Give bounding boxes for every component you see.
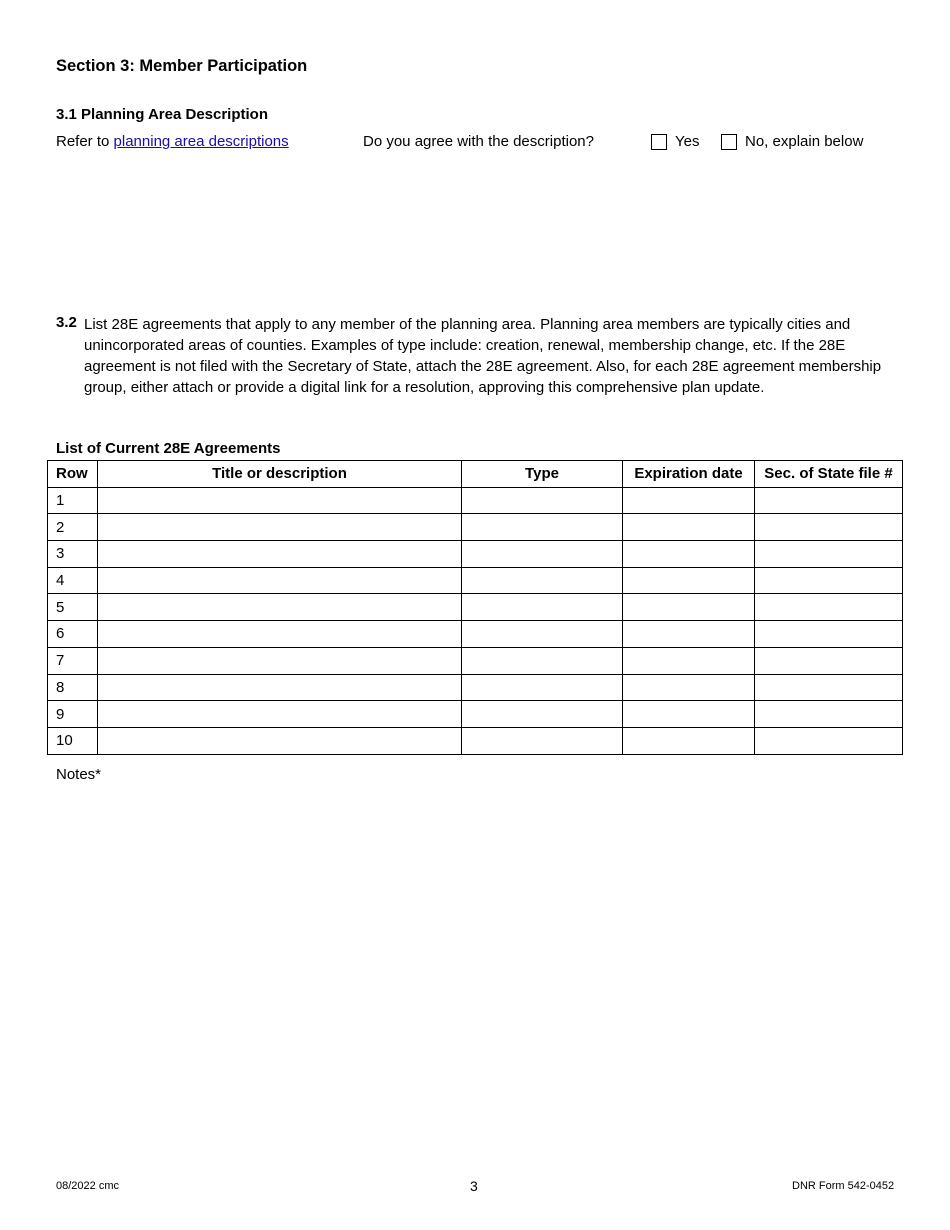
file-number-cell[interactable] [755, 674, 903, 701]
title-cell[interactable] [98, 567, 462, 594]
type-cell[interactable] [462, 594, 623, 621]
header-file-number: Sec. of State file # [755, 461, 903, 488]
type-cell[interactable] [462, 647, 623, 674]
notes-label: Notes* [56, 766, 102, 783]
table-row [48, 487, 903, 514]
type-cell[interactable] [462, 567, 623, 594]
table-row [48, 514, 903, 541]
title-cell[interactable] [98, 674, 462, 701]
expiration-cell[interactable] [623, 594, 755, 621]
expiration-cell[interactable] [623, 621, 755, 648]
agreements-list-title: List of Current 28E Agreements [56, 440, 281, 457]
title-cell[interactable] [98, 701, 462, 728]
title-cell[interactable] [98, 514, 462, 541]
type-cell[interactable] [462, 541, 623, 568]
table-row [48, 701, 903, 728]
form-number: DNR Form 542-0452 [792, 1180, 895, 1192]
table-row [48, 674, 903, 701]
refer-prefix: Refer to [56, 133, 114, 150]
file-number-cell[interactable] [755, 487, 903, 514]
header-title: Title or description [98, 461, 462, 488]
title-cell[interactable] [98, 727, 462, 754]
row-number: 6 [48, 621, 98, 648]
title-cell[interactable] [98, 487, 462, 514]
title-cell[interactable] [98, 621, 462, 648]
table-row [48, 541, 903, 568]
expiration-cell[interactable] [623, 674, 755, 701]
file-number-cell[interactable] [755, 621, 903, 648]
header-type: Type [462, 461, 623, 488]
title-cell[interactable] [98, 594, 462, 621]
footer-date: 08/2022 cmc [56, 1180, 119, 1192]
table-row [48, 727, 903, 754]
type-cell[interactable] [462, 514, 623, 541]
row-number: 9 [48, 701, 98, 728]
type-cell[interactable] [462, 727, 623, 754]
table-row [48, 567, 903, 594]
row-number: 2 [48, 514, 98, 541]
agreements-table [47, 460, 903, 755]
planning-area-subtitle: 3.1 Planning Area Description [56, 106, 268, 123]
file-number-cell[interactable] [755, 594, 903, 621]
table-row [48, 594, 903, 621]
yes-label: Yes [675, 133, 700, 150]
planning-area-descriptions-link[interactable]: planning area descriptions [113, 133, 289, 150]
expiration-cell[interactable] [623, 647, 755, 674]
expiration-cell[interactable] [623, 701, 755, 728]
type-cell[interactable] [462, 487, 623, 514]
no-checkbox[interactable] [721, 134, 737, 150]
row-number: 5 [48, 594, 98, 621]
expiration-cell[interactable] [623, 541, 755, 568]
file-number-cell[interactable] [755, 567, 903, 594]
file-number-cell[interactable] [755, 647, 903, 674]
table-row [48, 621, 903, 648]
section-number-3-2: 3.2 [56, 314, 77, 331]
row-number: 10 [48, 727, 98, 754]
expiration-cell[interactable] [623, 567, 755, 594]
row-number: 7 [48, 647, 98, 674]
refer-text [56, 133, 289, 150]
file-number-cell[interactable] [755, 514, 903, 541]
row-number: 8 [48, 674, 98, 701]
type-cell[interactable] [462, 674, 623, 701]
no-label: No, explain below [745, 133, 864, 150]
file-number-cell[interactable] [755, 541, 903, 568]
yes-checkbox[interactable] [651, 134, 667, 150]
agree-question: Do you agree with the description? [363, 133, 594, 150]
expiration-cell[interactable] [623, 487, 755, 514]
expiration-cell[interactable] [623, 514, 755, 541]
table-header-row [48, 461, 903, 488]
agreements-instructions: List 28E agreements that apply to any member of the planning area. Planning area members are typically cities and unincorporated areas of counties. Examples of type include: creation, renewal, membership change, etc. If the 28E agreement is not filed with the Secretary of State, attach the 28E agreement. Also, for each 28E agreement membership group, either attach or provide a digital link for a resolution, approving this comprehensive plan update. [84, 316, 882, 396]
row-number: 4 [48, 567, 98, 594]
type-cell[interactable] [462, 701, 623, 728]
type-cell[interactable] [462, 621, 623, 648]
expiration-cell[interactable] [623, 727, 755, 754]
table-row [48, 647, 903, 674]
row-number: 1 [48, 487, 98, 514]
header-expiration: Expiration date [623, 461, 755, 488]
title-cell[interactable] [98, 647, 462, 674]
file-number-cell[interactable] [755, 701, 903, 728]
title-cell[interactable] [98, 541, 462, 568]
row-number: 3 [48, 541, 98, 568]
header-row: Row [48, 461, 98, 488]
file-number-cell[interactable] [755, 727, 903, 754]
section-title: Section 3: Member Participation [56, 57, 308, 75]
page-number: 3 [470, 1178, 478, 1194]
